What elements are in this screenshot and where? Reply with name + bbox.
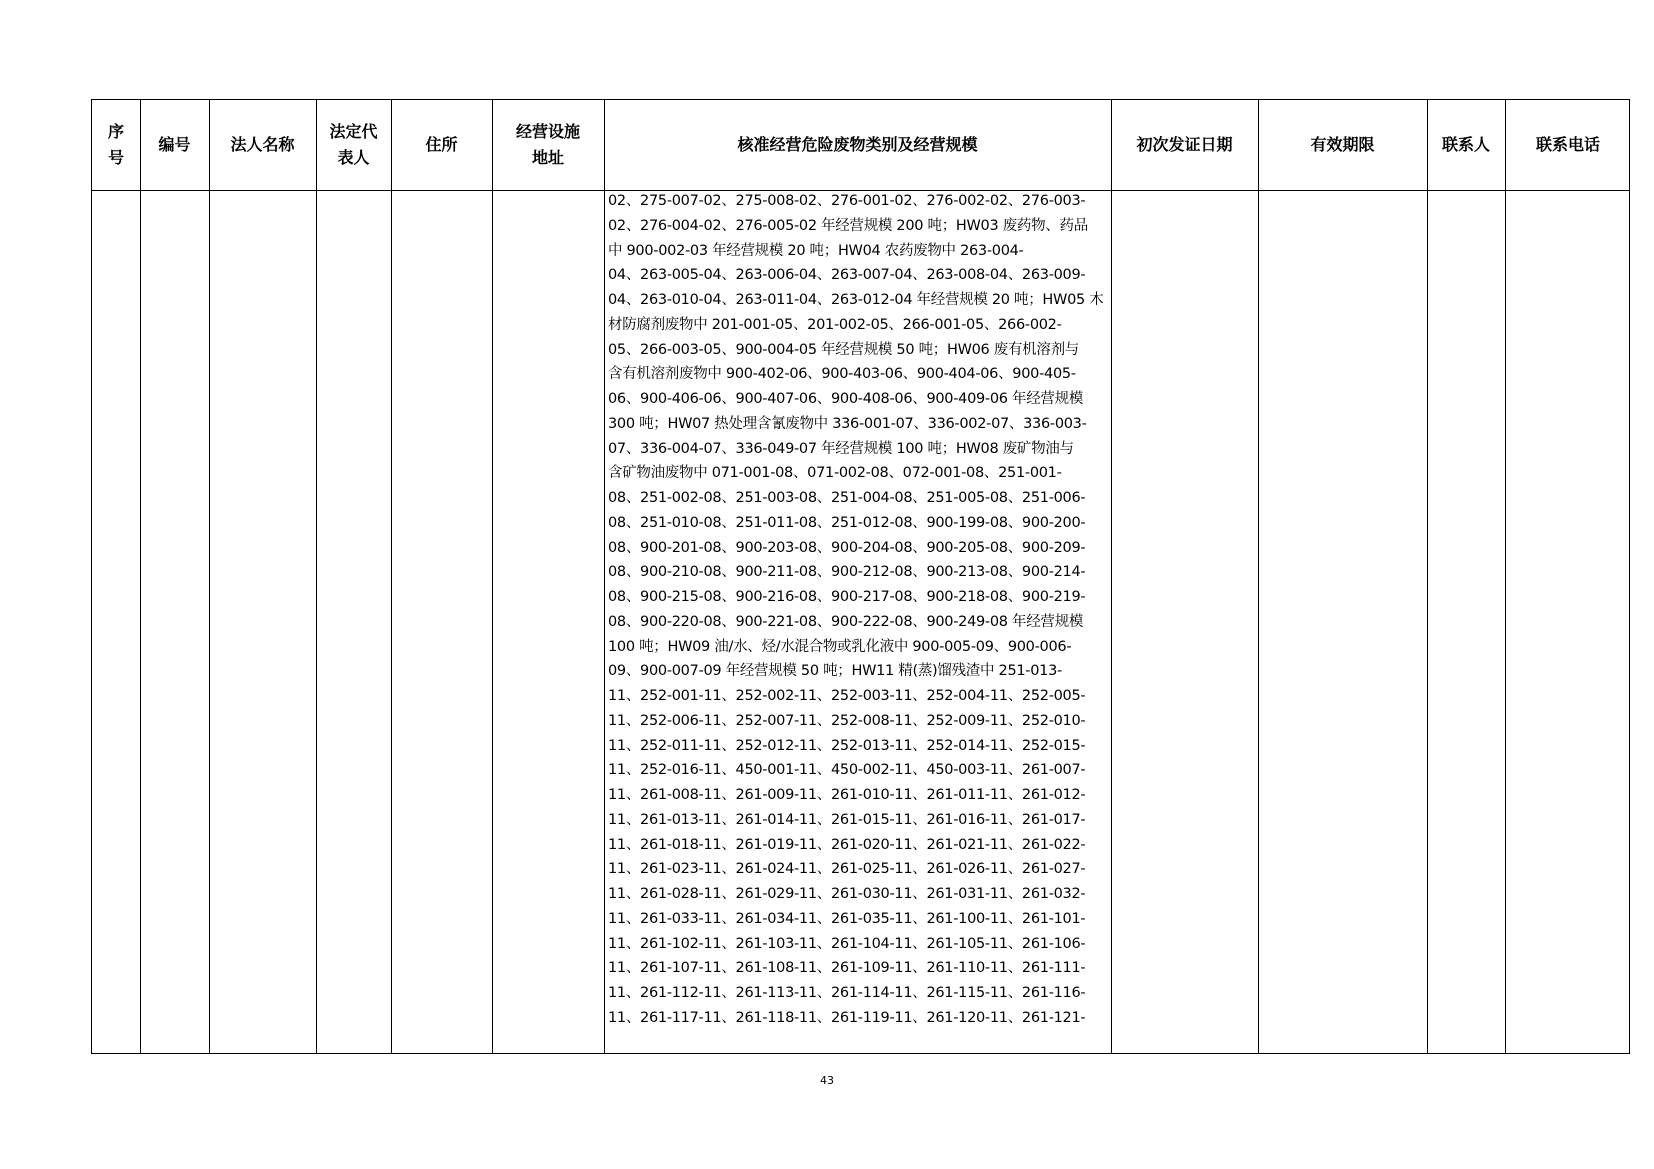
header-label-line: 初次发证日期 bbox=[1136, 135, 1233, 154]
header-contact bbox=[1427, 100, 1505, 190]
scope-line: 11、261-117-11、261-118-11、261-119-11、261-120-11、261-121- bbox=[608, 1009, 1086, 1026]
scope-line: 100 吨；HW09 油/水、烃/水混合物或乳化液中 900-005-09、900-006- bbox=[608, 638, 1072, 655]
column-divider bbox=[1505, 100, 1506, 1053]
page-number: 43 bbox=[820, 1074, 834, 1087]
column-divider bbox=[1258, 100, 1259, 1053]
column-divider bbox=[140, 100, 141, 1053]
scope-line: 11、252-006-11、252-007-11、252-008-11、252-009-11、252-010- bbox=[608, 712, 1086, 729]
scope-line: 11、261-112-11、261-113-11、261-114-11、261-115-11、261-116- bbox=[608, 985, 1086, 1001]
scope-line: 11、261-018-11、261-019-11、261-020-11、261-021-11、261-022- bbox=[608, 836, 1086, 853]
header-code bbox=[140, 100, 209, 190]
scope-line: 11、261-033-11、261-034-11、261-035-11、261-100-11、261-101- bbox=[608, 910, 1086, 927]
scope-line: 07、336-004-07、336-049-07 年经营规模 100 吨；HW08 废矿物油与 bbox=[608, 440, 1074, 457]
scope-line: 材防腐剂废物中 201-001-05、201-002-05、266-001-05、266-002- bbox=[608, 316, 1062, 333]
header-label-line: 表人 bbox=[337, 148, 370, 167]
approved-scope-cell bbox=[608, 189, 1103, 1031]
header-label-line: 序 bbox=[107, 122, 124, 141]
scope-line: 09、900-007-09 年经营规模 50 吨；HW11 精(蒸)馏残渣中 251-013- bbox=[608, 663, 1062, 680]
header-seq bbox=[92, 100, 140, 190]
header-label-line: 经营设施 bbox=[515, 122, 580, 141]
scope-line: 02、276-004-02、276-005-02 年经营规模 200 吨；HW03 废药物、药品 bbox=[608, 217, 1088, 234]
scope-line: 300 吨；HW07 热处理含氰废物中 336-001-07、336-002-07、336-003- bbox=[608, 415, 1087, 432]
scope-line: 11、252-001-11、252-002-11、252-003-11、252-004-11、252-005- bbox=[608, 688, 1086, 704]
header-label-line: 联系人 bbox=[1441, 135, 1490, 154]
header-label-line: 联系电话 bbox=[1535, 135, 1600, 154]
header-label-line: 编号 bbox=[158, 135, 191, 154]
scope-line: 08、251-010-08、251-011-08、251-012-08、900-199-08、900-200- bbox=[608, 514, 1086, 531]
header-label-line: 核准经营危险废物类别及经营规模 bbox=[737, 135, 978, 154]
column-divider bbox=[316, 100, 317, 1053]
scope-line: 08、900-215-08、900-216-08、900-217-08、900-218-08、900-219- bbox=[608, 589, 1086, 605]
header-validity bbox=[1258, 100, 1427, 190]
column-divider bbox=[492, 100, 493, 1053]
scope-line: 11、261-008-11、261-009-11、261-010-11、261-011-11、261-012- bbox=[608, 787, 1086, 803]
scope-line: 11、252-016-11、450-001-11、450-002-11、450-003-11、261-007- bbox=[608, 762, 1086, 779]
scope-line: 08、900-210-08、900-211-08、900-212-08、900-213-08、900-214- bbox=[608, 564, 1086, 581]
column-divider bbox=[391, 100, 392, 1053]
column-divider bbox=[1111, 100, 1112, 1053]
scope-line: 11、261-013-11、261-014-11、261-015-11、261-016-11、261-017- bbox=[608, 811, 1086, 828]
header-address bbox=[391, 100, 492, 190]
scope-line: 11、252-011-11、252-012-11、252-013-11、252-014-11、252-015- bbox=[608, 737, 1086, 754]
column-divider bbox=[1427, 100, 1428, 1053]
scope-line: 06、900-406-06、900-407-06、900-408-06、900-409-06 年经营规模 bbox=[608, 391, 1084, 407]
scope-line: 08、900-201-08、900-203-08、900-204-08、900-205-08、900-209- bbox=[608, 539, 1086, 556]
scope-line: 中 900-002-03 年经营规模 20 吨；HW04 农药废物中 263-004- bbox=[608, 242, 1024, 259]
scope-line: 05、266-003-05、900-004-05 年经营规模 50 吨；HW06 废有机溶剂与 bbox=[608, 341, 1079, 358]
scope-line: 08、900-220-08、900-221-08、900-222-08、900-249-08 年经营规模 bbox=[608, 613, 1084, 630]
header-first-issue-date bbox=[1111, 100, 1258, 190]
header-label-line: 地址 bbox=[531, 148, 564, 167]
scope-line: 04、263-005-04、263-006-04、263-007-04、263-008-04、263-009- bbox=[608, 267, 1086, 284]
scope-line: 11、261-023-11、261-024-11、261-025-11、261-026-11、261-027- bbox=[608, 861, 1086, 878]
header-facility-address bbox=[492, 100, 604, 190]
column-divider bbox=[604, 100, 605, 1053]
header-label-line: 住所 bbox=[425, 135, 458, 154]
scope-line: 08、251-002-08、251-003-08、251-004-08、251-005-08、251-006- bbox=[608, 490, 1086, 506]
scope-line: 04、263-010-04、263-011-04、263-012-04 年经营规模 20 吨；HW05 木 bbox=[608, 292, 1104, 308]
header-label-line: 法定代 bbox=[329, 122, 378, 141]
header-label-line: 法人名称 bbox=[230, 135, 295, 154]
scope-line: 11、261-102-11、261-103-11、261-104-11、261-105-11、261-106- bbox=[608, 935, 1086, 952]
scope-line: 02、275-007-02、275-008-02、276-001-02、276-002-02、276-003- bbox=[608, 193, 1086, 209]
header-phone bbox=[1505, 100, 1631, 190]
header-label-line: 有效期限 bbox=[1310, 135, 1375, 154]
scope-line: 含矿物油废物中 071-001-08、071-002-08、072-001-08、251-001- bbox=[608, 465, 1062, 482]
column-divider bbox=[209, 100, 210, 1053]
header-legal-rep bbox=[316, 100, 391, 190]
header-legal-name bbox=[209, 100, 316, 190]
scope-line: 含有机溶剂废物中 900-402-06、900-403-06、900-404-06、900-405- bbox=[608, 366, 1076, 383]
scope-line: 11、261-028-11、261-029-11、261-030-11、261-031-11、261-032- bbox=[608, 886, 1086, 902]
header-approved-scope bbox=[604, 100, 1111, 190]
header-label-line: 号 bbox=[107, 148, 124, 167]
scope-line: 11、261-107-11、261-108-11、261-109-11、261-110-11、261-111- bbox=[608, 960, 1086, 977]
